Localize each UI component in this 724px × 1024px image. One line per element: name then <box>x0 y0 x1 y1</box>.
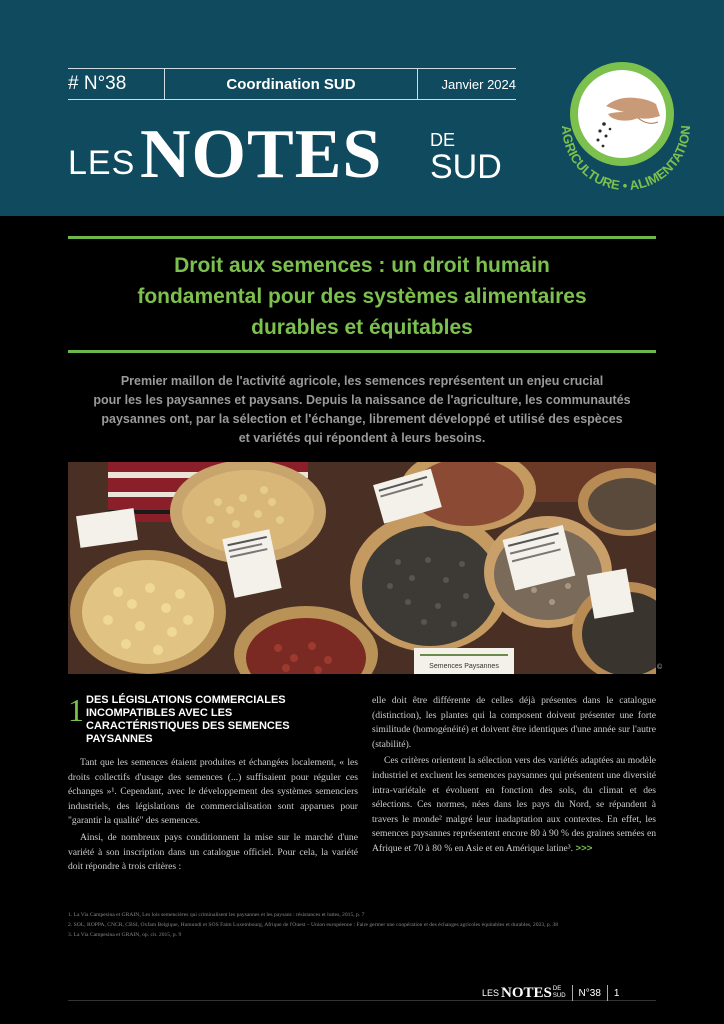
footer-logo-notes: NOTES <box>501 984 552 1001</box>
issue-date: Janvier 2024 <box>441 76 516 92</box>
lead-line: paysannes ont, par la sélection et l'échange, librement développé et utilisé des espèces <box>101 412 623 426</box>
title-line: fondamental pour des systèmes alimentaires <box>137 285 587 308</box>
hand-sowing-icon <box>548 56 704 212</box>
lead-line: et variétés qui répondent à leurs besoins. <box>238 431 486 445</box>
lead-line: Premier maillon de l'activité agricole, les semences représentent un enjeu crucial <box>120 374 604 388</box>
badge-label: AGRICULTURE • ALIMENTATION <box>558 124 694 194</box>
logo-sud: SUD <box>430 148 502 186</box>
footnote: 1. La Via Campesina et GRAIN, Les lois semencières qui criminalisent les paysannes et les paysans : résistances et luttes, 2015, p. 7 <box>68 912 365 918</box>
logo-de: DE <box>430 130 456 150</box>
masthead <box>0 0 724 216</box>
paragraph-text: Ces critères orientent la sélection vers des variétés adaptées au modèle industriel et excluent les semences paysannes qui présentent une diversité intra-variétale et évoluent en fonction des sols, du climat et des sélections. Ces normes, nées dans les pays du Nord, se répandent à travers le monde² malgré leur inadaptation aux contextes. En effet, les semences paysannes représentent encore 80 à 90 % des graines semées en Afrique et 70 à 80 % en Asie et en Amérique latine³. <box>372 755 656 854</box>
section-number: 1 <box>68 692 84 728</box>
theme-badge <box>548 56 704 212</box>
title-rule-bottom <box>68 350 656 353</box>
footer-issue: N°38 <box>578 987 601 999</box>
organization-name: Coordination SUD <box>226 75 356 93</box>
photo-label: Semences Paysannes <box>429 663 499 670</box>
section-title: DES LÉGISLATIONS COMMERCIALES INCOMPATIBLES AVEC LES CARACTÉRISTIQUES DES SEMENCES PAYSANNES <box>86 694 290 745</box>
footer-logo-de: DE <box>552 986 562 992</box>
text-column-right <box>372 694 656 859</box>
meta-row <box>68 68 516 100</box>
lead-line: pour les les paysannes et paysans. Depuis la naissance de l'agriculture, les communautés <box>93 393 631 407</box>
footnote: 3. La Via Campesina et GRAIN, op. cit. 2015, p. 9 <box>68 932 182 938</box>
text-column-left <box>68 756 358 877</box>
logo-notes: NOTES <box>140 116 383 193</box>
footer-logo-sud: SUD <box>552 993 566 999</box>
continue-arrow: >>> <box>575 842 593 854</box>
divider <box>607 985 608 1001</box>
lead-paragraph <box>80 372 644 448</box>
footnotes <box>68 910 656 940</box>
divider <box>572 985 573 1001</box>
paragraph: elle doit être différente de celles déjà présentes dans le catalogue (distinction), les plantes qui la composent doivent présenter une forte similitude (homogénéité) et doivent être identiques d'une année sur l'autre (stabilité). <box>372 695 656 750</box>
title-rule-top <box>68 236 656 239</box>
seeds-photo <box>68 462 656 674</box>
paragraph <box>372 754 656 856</box>
footnote: 2. SOL, ROPPA, CNCR, CBSI, Oxfam Belgique, Humundi et SOS Faim Luxembourg, Afrique de l'Ouest – Union européenne : Faire germer une coopération et des échanges agricoles équitables et durables, 2023, p. 38 <box>68 922 559 928</box>
title-line: durables et équitables <box>251 316 473 339</box>
paragraph: Tant que les semences étaient produites et échangées localement, « les droits collectifs d'usage des semences (...) suffisaient pour réguler ces échanges »¹. Cependant, avec le développement des systèmes semenciers industriels, des législations de commercialisation sont apparues pour "garantir la qualité" des semences. <box>68 757 358 827</box>
page-footer <box>482 984 619 1002</box>
photo-copyright: © <box>657 664 663 671</box>
paragraph: Ainsi, de nombreux pays conditionnent la mise sur le marché d'une variété à son inscription dans un catalogue officiel. Pour cela, la variété doit répondre à trois critères : <box>68 831 358 873</box>
article-title <box>68 250 656 343</box>
title-line: Droit aux semences : un droit humain <box>174 254 550 277</box>
logo-les: LES <box>68 144 136 182</box>
page-number: 1 <box>613 987 620 999</box>
issue-number: # N°38 <box>68 73 127 94</box>
seed-baskets-illustration <box>68 462 656 674</box>
footer-logo-stack <box>553 986 566 1000</box>
footer-logo-les: LES <box>482 988 500 998</box>
